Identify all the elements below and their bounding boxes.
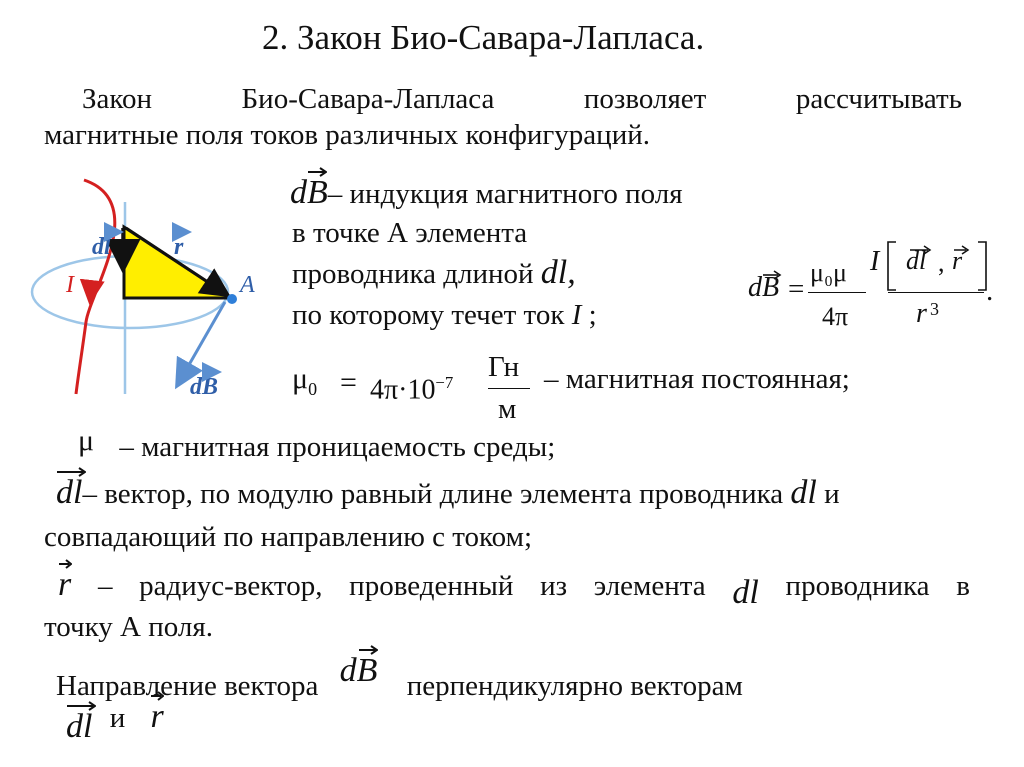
diagram-label-A: A xyxy=(240,272,255,298)
r-word-6: проводника xyxy=(785,570,930,602)
mu-desc: – магнитная проницаемость среды; xyxy=(119,431,556,463)
conductor-line xyxy=(76,180,115,394)
diagram-svg xyxy=(20,172,270,402)
formula-den-pow: 3 xyxy=(930,299,939,319)
diagram-label-dB: dB xyxy=(190,374,219,400)
formula-end: . xyxy=(986,275,994,307)
r-word-7: в xyxy=(956,570,970,602)
formula-eq: = xyxy=(788,273,805,305)
mu0-unit-num: Гн xyxy=(488,351,520,383)
mu0-desc: – магнитная постоянная; xyxy=(544,363,850,395)
intro-word-1: Закон xyxy=(82,83,153,115)
mu0-eq: = xyxy=(340,366,357,399)
r-word-1: – xyxy=(97,570,113,602)
direction-post: перпендикулярно векторам xyxy=(406,670,743,702)
dl-definition-line-1 xyxy=(56,476,840,511)
formula-den-coef: 4π xyxy=(822,302,849,331)
direction-dl: dl xyxy=(66,710,92,744)
diagram-label-dl: dl xyxy=(92,234,111,260)
dB-desc-4: по которому течет ток xyxy=(292,299,565,331)
formula-den-r: r xyxy=(916,298,927,329)
r-def-sym: r xyxy=(58,568,71,602)
page-title: 2. Закон Био-Савара-Лапласа. xyxy=(262,18,705,57)
intro-line-2: магнитные поля токов различных конфигураций. xyxy=(44,119,650,151)
dB-definition-line-3 xyxy=(292,256,576,291)
r-word-5: элемента xyxy=(593,570,706,602)
formula-comma: , xyxy=(938,248,945,277)
intro-word-4: рассчитывать xyxy=(795,83,962,115)
dl-symbol-inline: dl, xyxy=(540,254,576,291)
dB-definition-line-4 xyxy=(292,298,597,332)
dB-desc-4-end: ; xyxy=(588,299,597,331)
diagram-label-I: I xyxy=(66,272,74,298)
biot-savart-formula xyxy=(748,236,1008,346)
direction-line-2 xyxy=(66,698,164,745)
mu-line xyxy=(78,424,556,464)
r-def-sym-dl: dl xyxy=(732,574,759,611)
mu0-val: $4\pi\cdot 10^{-7}$ xyxy=(370,373,454,406)
mu-sym: μ xyxy=(78,424,95,457)
formula-cross-r: r xyxy=(952,246,963,275)
r-definition-line-1 xyxy=(58,566,970,611)
direction-dB: dB xyxy=(340,654,378,688)
formula-cross-dl: dl xyxy=(906,246,927,275)
dl-def-and: и xyxy=(824,478,840,510)
dB-definition-line-1 xyxy=(290,176,683,211)
formula-num-coef: μ₀μ xyxy=(810,258,847,287)
dB-definition-line-2: в точке А элемента xyxy=(292,217,528,249)
biot-savart-diagram xyxy=(20,172,270,407)
intro-word-3: позволяет xyxy=(583,83,707,115)
direction-pre: Направление вектора xyxy=(56,670,319,702)
dB-symbol: dB xyxy=(290,174,328,211)
r-definition-line-2: точку А поля. xyxy=(44,611,213,643)
formula-lhs: dB xyxy=(748,272,780,303)
mu0-unit-den: м xyxy=(498,393,517,425)
intro-word-2: Био-Савара-Лапласа xyxy=(241,83,495,115)
direction-r: r xyxy=(150,700,163,734)
current-symbol: I xyxy=(571,299,582,331)
direction-and: и xyxy=(109,702,126,734)
diagram-label-r: r xyxy=(174,234,184,260)
dl-definition-line-2: совпадающий по направлению с током; xyxy=(44,521,533,553)
dl-def-sym-2: dl xyxy=(790,474,817,511)
dl-def-desc-1: – вектор, по модулю равный длине элемента проводника xyxy=(82,478,784,510)
mu0-line xyxy=(292,352,932,432)
point-A xyxy=(227,294,237,304)
r-word-3: проведенный xyxy=(349,570,514,602)
intro-line-1 xyxy=(82,82,962,116)
formula-I: I xyxy=(870,246,880,277)
r-word-2: радиус-вектор, xyxy=(139,570,323,602)
r-word-4: из xyxy=(540,570,568,602)
dB-desc-1: – индукция магнитного поля xyxy=(327,178,683,210)
dB-desc-3: проводника длиной xyxy=(292,258,534,290)
mu0-sym: $\mu_0$ xyxy=(292,362,318,399)
dl-def-sym: dl xyxy=(56,476,82,510)
